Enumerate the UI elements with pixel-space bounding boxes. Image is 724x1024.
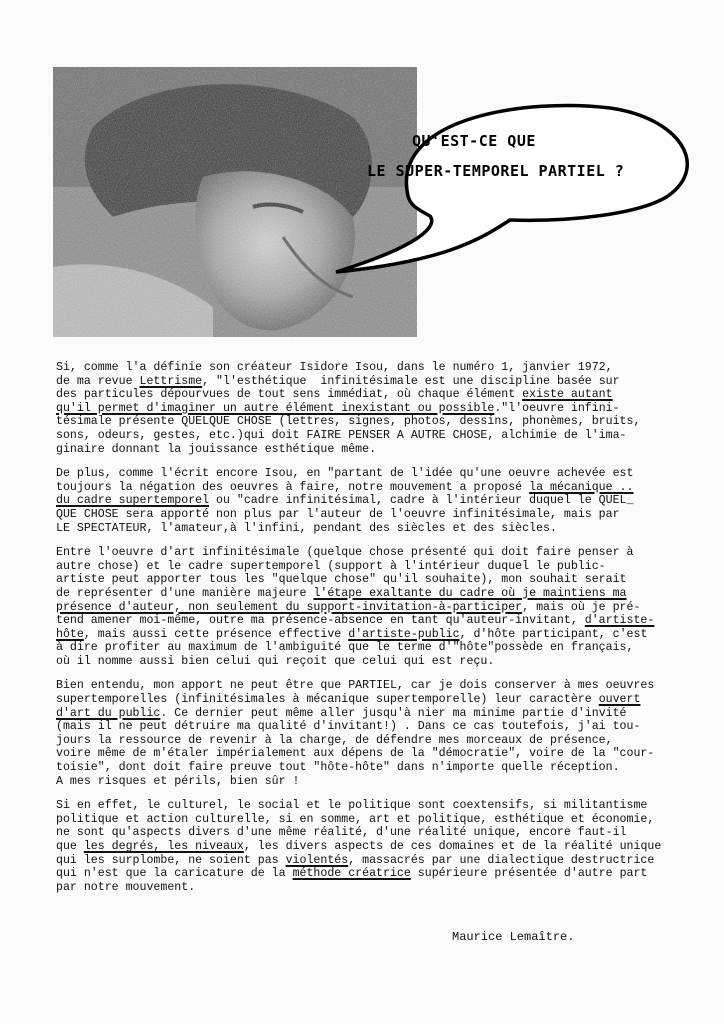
- text-run: Si en effet, le culturel, le social et le politique sont coextensifs, si militantisme politique et action culturelle, si en somme, art et politique, esthétique et économie, ne sont qu'aspects divers d'une même réalité, d'une réalité unique, encore faut-il que: [56, 799, 655, 853]
- paragraph: [56, 799, 696, 894]
- text-run: , massacrés par une dialectique destructrice qui n'est que la caricature de la: [56, 853, 655, 881]
- text-run: . Ce dernier peut même aller jusqu'à nier ma minime partie d'invité (mais il ne peut détruire ma qualité d'invitant!) . Dans ce cas toutefois, j'ai tou- jours la ressource de revenir à la charge, de défendre mes morceaux de présence, voire même de m'étaler impérialement aux dépens de la "démocratie", voire de la "cour- toisie", dont doit faire preuve tout "hôte-hôte" dans n'importe quelle réception. A mes risques et périls, bien sûr !: [56, 706, 655, 788]
- underlined-phrase: violentés: [285, 853, 349, 867]
- underlined-phrase: d'artiste- hôte: [56, 614, 655, 641]
- text-run: supérieure présentée d'autre part par notre mouvement.: [56, 867, 648, 894]
- underlined-phrase: ouvert d'art du public: [56, 693, 641, 720]
- text-run: , "l'esthétique infinitésimale est une discipline basée sur des particules dépourvues de tout sens immédiat, où chaque élément: [56, 374, 620, 402]
- paragraph: [56, 361, 696, 456]
- article-body: [56, 361, 696, 905]
- text-run: Si, comme l'a définie son créateur Isidore Isou, dans le numéro 1, janvier 1972, de ma revue: [56, 361, 613, 388]
- text-run: Bien entendu, mon apport ne peut être que PARTIEL, car je dois conserver à mes oeuvres supertemporelles (infinitésimales à mécanique supertemporelle) leur caractère: [56, 679, 655, 707]
- underlined-phrase: existe autant qu'il permet d'imaginer un autre élément inexistant ou possible: [56, 388, 613, 415]
- bubble-question-line1: QU'EST-CE QUE: [412, 132, 536, 150]
- speech-bubble: [320, 96, 690, 296]
- author-signature: Maurice Lemaître.: [452, 930, 575, 944]
- bubble-question-line2: LE SUPER-TEMPOREL PARTIEL ?: [367, 162, 625, 180]
- text-run: De plus, comme l'écrit encore Isou, en "partant de l'idée qu'une oeuvre achevée est toujours la négation des oeuvres à faire, notre mouvement a proposé: [56, 467, 634, 494]
- text-run: Entre l'oeuvre d'art infinitésimale (quelque chose présenté qui doit faire penser à autre chose) et le cadre supertemporel (support à l'intérieur duquel le public- artiste peut apporter tous les "quelque chose" qu'il souhaite), mon souhait serait de représenter d'une manière majeure: [56, 546, 634, 600]
- text-run: ou "cadre infinitésimal, cadre à l'intérieur duquel le QUEL_ QUE CHOSE sera apporté non plus par l'auteur de l'oeuvre infinitésimale, mais par LE SPECTATEUR, l'amateur,à l'infini, pendant des siècles et des siècles.: [56, 494, 634, 535]
- paragraph: [56, 546, 696, 668]
- text-run: , d'hôte participant, c'est à dire profiter au maximum de l'ambiguité que le terme d'"hôte"possède en français, où il nomme aussi bien celui qui reçoit que celui qui est reçu.: [56, 627, 648, 668]
- underlined-phrase: méthode créatrice: [292, 867, 411, 881]
- underlined-phrase: les degrés, les niveaux: [83, 840, 244, 853]
- text-run: , mais où je pré- tend amener moi-même, outre ma présence-absence en tant qu'auteur-invitant,: [56, 600, 641, 628]
- paragraph: [56, 467, 696, 535]
- text-run: ."l'oeuvre infini- tésimale présente QUELQUE CHOSE (lettres, signes, photos, dessins, phonèmes, bruits, sons, odeurs, gestes, etc.)qui doit FAIRE PENSER A AUTRE CHOSE, alchimie de l'ima- ginaire donnant la jouissance esthétique même.: [56, 401, 641, 456]
- underlined-phrase: la mécanique .. du cadre supertemporel: [56, 480, 634, 508]
- underlined-phrase: l'étape exaltante du cadre où je maintiens ma présence d'auteur, non seulement du support-invitation-à-participer: [56, 586, 627, 614]
- paragraph: [56, 679, 696, 788]
- text-run: , mais aussi cette présence effective: [83, 627, 349, 641]
- underlined-phrase: Lettrisme: [139, 374, 203, 388]
- underlined-phrase: d'artiste-public: [348, 627, 460, 641]
- text-run: , les divers aspects de ces domaines et de la réalité unique qui les surplombe, ne soient pas: [56, 840, 662, 867]
